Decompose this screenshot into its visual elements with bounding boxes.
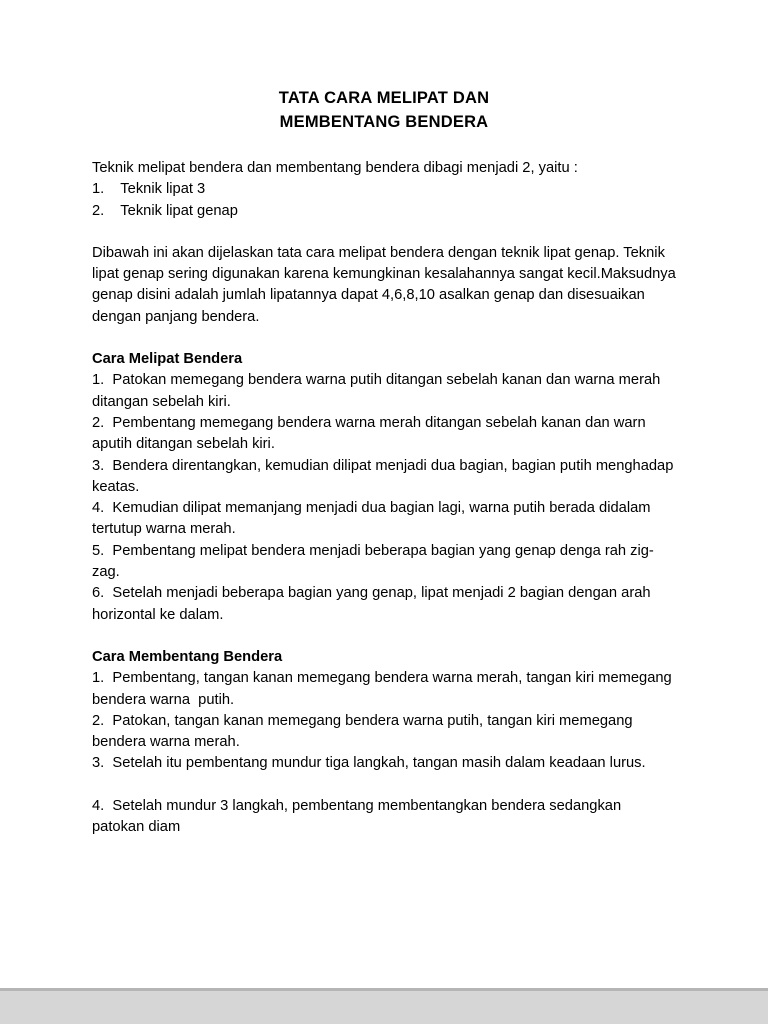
viewer-background xyxy=(0,991,768,1024)
melipat-item-6: 6. Setelah menjadi beberapa bagian yang genap, lipat menjadi 2 bagian dengan arah horizontal ke dalam. xyxy=(92,585,655,623)
membentang-item-1: 1. Pembentang, tangan kanan memegang bendera warna merah, tangan kiri memegang bendera warna putih. xyxy=(92,670,676,708)
section-heading-membentang: Cara Membentang Bendera xyxy=(92,648,283,665)
document-title-line-1: TATA CARA MELIPAT DAN xyxy=(278,89,490,107)
document-title-line-2: MEMBENTANG BENDERA xyxy=(279,113,489,131)
intro-lead: Teknik melipat bendera dan membentang bendera dibagi menjadi 2, yaitu : xyxy=(92,160,578,176)
overview-paragraph: Dibawah ini akan dijelaskan tata cara melipat bendera dengan teknik lipat genap. Teknik lipat genap sering digunakan karena kemungkinan kesalahannya sangat kecil.Maksudnya genap disini adalah jumlah lipatannya dapat 4,6,8,10 asalkan genap dan disesuaikan dengan panjang bendera. xyxy=(92,244,680,325)
section-heading-melipat: Cara Melipat Bendera xyxy=(92,351,243,368)
intro-item-1: 1. Teknik lipat 3 xyxy=(92,181,206,198)
melipat-item-5: 5. Pembentang melipat bendera menjadi beberapa bagian yang genap denga rah zig-zag. xyxy=(92,542,654,581)
membentang-item-3: 3. Setelah itu pembentang mundur tiga langkah, tangan masih dalam keadaan lurus. xyxy=(92,755,646,772)
melipat-item-2: 2. Pembentang memegang bendera warna merah ditangan sebelah kanan dan warn aputih ditangan sebelah kiri. xyxy=(92,414,650,453)
document-title xyxy=(92,86,676,134)
intro-item-2: 2. Teknik lipat genap xyxy=(92,202,238,219)
membentang-item-2: 2. Patokan, tangan kanan memegang bendera warna putih, tangan kiri memegang bendera warna merah. xyxy=(92,712,637,751)
membentang-item-4: 4. Setelah mundur 3 langkah, pembentang membentangkan bendera sedangkan patokan diam xyxy=(92,797,626,836)
melipat-item-1: 1. Patokan memegang bendera warna putih ditangan sebelah kanan dan warna merah ditangan sebelah kiri. xyxy=(92,372,665,410)
melipat-item-3: 3. Bendera direntangkan, kemudian dilipat menjadi dua bagian, bagian putih menghadap keatas. xyxy=(92,457,678,495)
melipat-item-4: 4. Kemudian dilipat memanjang menjadi dua bagian lagi, warna putih berada didalam tertutup warna merah. xyxy=(92,500,655,538)
